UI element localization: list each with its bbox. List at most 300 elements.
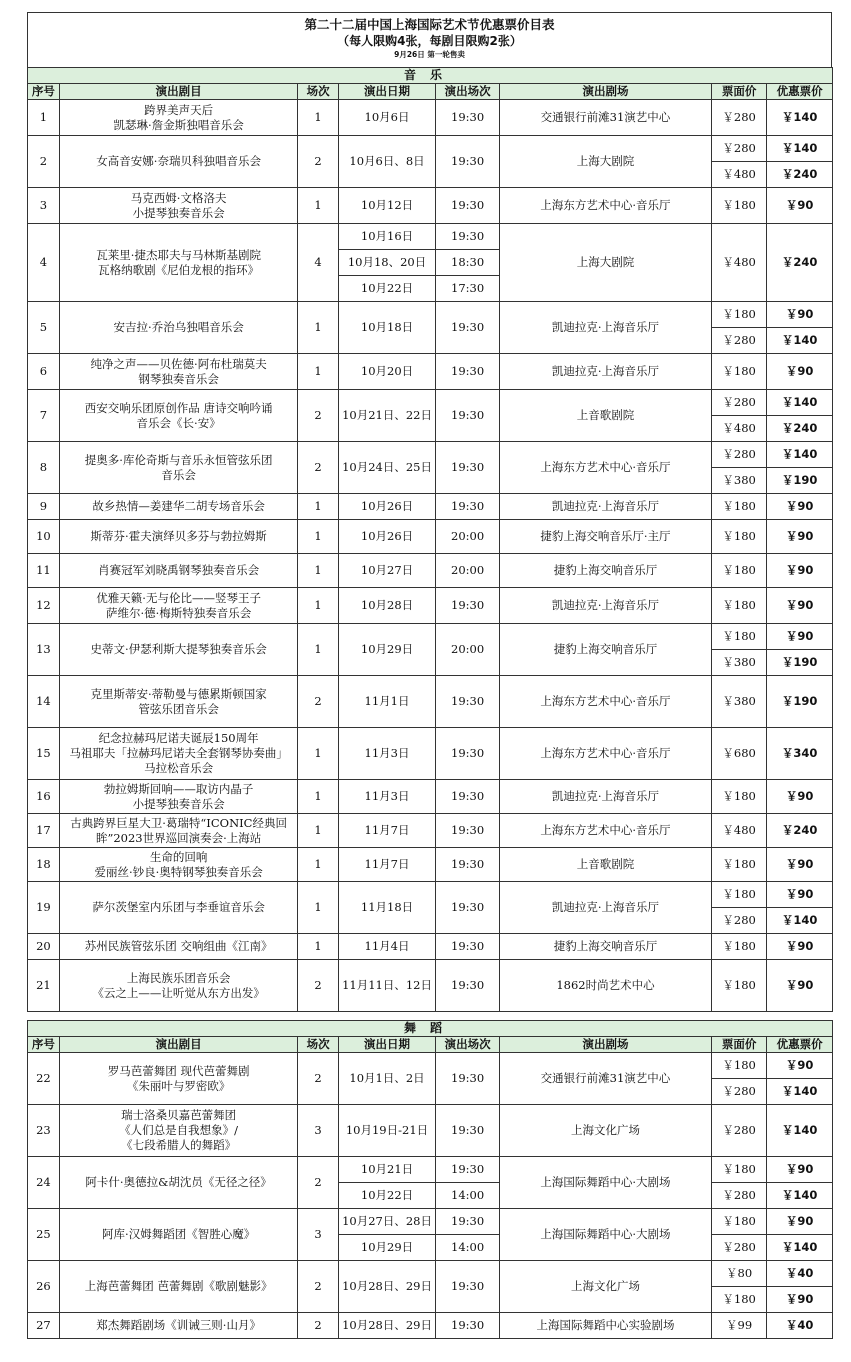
show-title-line: 瓦莱里·捷杰耶夫与马林斯基剧院 (96, 247, 261, 262)
venue: 凯迪拉克·上海音乐厅 (499, 494, 711, 520)
venue: 捷豹上海交响音乐厅 (499, 934, 711, 960)
performance-count: 1 (298, 588, 338, 624)
table-row (28, 1209, 833, 1235)
row-number: 6 (28, 354, 60, 390)
row-number: 7 (28, 390, 60, 442)
show-time: 19:30 (436, 934, 500, 960)
row-number: 22 (28, 1053, 60, 1105)
venue: 上海文化广场 (499, 1105, 711, 1157)
show-time: 19:30 (436, 136, 500, 188)
venue: 上海东方艺术中心·音乐厅 (499, 442, 711, 494)
discount-price: ￥140 (767, 1105, 833, 1157)
show-title-line: 阿卡什·奥德拉&胡沈员《无径之径》 (85, 1175, 272, 1189)
show-title (59, 494, 298, 520)
venue: 上音歌剧院 (499, 390, 711, 442)
row-number: 19 (28, 882, 60, 934)
performance-count: 2 (298, 1157, 338, 1209)
discount-price: ￥90 (767, 624, 833, 650)
table-row (28, 136, 833, 162)
show-title (59, 1261, 298, 1313)
show-date: 11月18日 (338, 882, 436, 934)
table-row (28, 960, 833, 1012)
row-number: 18 (28, 848, 60, 882)
section-header (28, 68, 833, 84)
show-date: 10月21日、22日 (338, 390, 436, 442)
show-title (59, 1209, 298, 1261)
face-price: ￥280 (712, 100, 767, 136)
show-time: 14:00 (436, 1183, 500, 1209)
performance-count: 2 (298, 390, 338, 442)
face-price: ￥280 (712, 1235, 767, 1261)
row-number: 13 (28, 624, 60, 676)
table-row (28, 676, 833, 728)
show-title-line: 音乐会 (161, 467, 196, 482)
show-time: 19:30 (436, 814, 500, 848)
performance-count: 1 (298, 848, 338, 882)
row-number: 8 (28, 442, 60, 494)
table-row (28, 554, 833, 588)
show-title-line: 爱丽丝·钞良·奥特钢琴独奏音乐会 (94, 864, 263, 879)
table-row (28, 624, 833, 650)
face-price: ￥180 (712, 882, 767, 908)
section-title: 音乐 (28, 68, 833, 84)
performance-count: 1 (298, 780, 338, 814)
show-title-line: 苏州民族管弦乐团 交响组曲《江南》 (84, 939, 273, 953)
face-price: ￥280 (712, 390, 767, 416)
table-row (28, 442, 833, 468)
face-price: ￥180 (712, 624, 767, 650)
show-time: 19:30 (436, 354, 500, 390)
show-time: 19:30 (436, 728, 500, 780)
table-row (28, 780, 833, 814)
show-time: 19:30 (436, 1157, 500, 1183)
show-title (59, 780, 298, 814)
performance-count: 2 (298, 1053, 338, 1105)
table-row (28, 728, 833, 780)
section-title: 舞蹈 (28, 1021, 833, 1037)
show-title-line: 阿库·汉姆舞蹈团《智胜心魔》 (102, 1227, 256, 1241)
discount-price: ￥90 (767, 188, 833, 224)
performance-count: 1 (298, 934, 338, 960)
performance-count: 1 (298, 882, 338, 934)
show-title-line: 小提琴独奏音乐会 (132, 205, 225, 220)
show-title-line: 小提琴独奏音乐会 (132, 796, 225, 811)
row-number: 5 (28, 302, 60, 354)
show-date: 11月3日 (338, 780, 436, 814)
show-title-line: 眸”2023世界巡回演奏会·上海站 (95, 830, 262, 845)
show-title-line: 提奥多·库伦奇斯与音乐永恒管弦乐团 (84, 452, 273, 467)
row-number: 4 (28, 224, 60, 302)
performance-count: 3 (298, 1105, 338, 1157)
show-title-line: 《人们总是自我想象》/ (119, 1123, 239, 1137)
show-time: 20:00 (436, 554, 500, 588)
discount-price: ￥240 (767, 162, 833, 188)
face-price: ￥180 (712, 588, 767, 624)
show-title-line: 上海芭蕾舞团 芭蕾舞剧《歌剧魅影》 (84, 1279, 273, 1293)
show-title-line: 萨尔茨堡室内乐团与李垂谊音乐会 (92, 900, 265, 914)
face-price: ￥180 (712, 960, 767, 1012)
discount-price: ￥140 (767, 1183, 833, 1209)
show-date: 10月1日、2日 (338, 1053, 436, 1105)
discount-price: ￥90 (767, 848, 833, 882)
discount-price: ￥90 (767, 520, 833, 554)
venue: 凯迪拉克·上海音乐厅 (499, 780, 711, 814)
show-title-line: 生命的回响 (149, 849, 208, 864)
row-number: 16 (28, 780, 60, 814)
show-time: 19:30 (436, 1053, 500, 1105)
discount-price: ￥90 (767, 302, 833, 328)
discount-price: ￥140 (767, 908, 833, 934)
venue: 捷豹上海交响音乐厅·主厅 (499, 520, 711, 554)
show-time: 19:30 (436, 676, 500, 728)
face-price: ￥180 (712, 1287, 767, 1313)
show-title (59, 882, 298, 934)
face-price: ￥280 (712, 908, 767, 934)
venue: 上海文化广场 (499, 1261, 711, 1313)
show-title-line: 《云之上——让听觉从东方出发》 (92, 985, 265, 1000)
show-title-line: 勃拉姆斯回响——取访内晶子 (103, 781, 254, 796)
show-title (59, 520, 298, 554)
show-title (59, 676, 298, 728)
table-row (28, 100, 833, 136)
column-header: 演出剧场 (499, 84, 711, 100)
discount-price: ￥90 (767, 960, 833, 1012)
page-title: 第二十二届中国上海国际艺术节优惠票价目表 (304, 17, 555, 32)
show-title (59, 960, 298, 1012)
column-header: 优惠票价 (767, 1037, 833, 1053)
show-date: 10月28日 (338, 588, 436, 624)
show-title (59, 1105, 298, 1157)
discount-price: ￥190 (767, 468, 833, 494)
show-time: 19:30 (436, 1209, 500, 1235)
show-time: 19:30 (436, 588, 500, 624)
show-title (59, 1313, 298, 1339)
face-price: ￥180 (712, 1209, 767, 1235)
face-price: ￥180 (712, 520, 767, 554)
performance-count: 2 (298, 1261, 338, 1313)
discount-price: ￥90 (767, 554, 833, 588)
show-time: 19:30 (436, 100, 500, 136)
show-time: 19:30 (436, 188, 500, 224)
show-title (59, 442, 298, 494)
face-price: ￥680 (712, 728, 767, 780)
row-number: 12 (28, 588, 60, 624)
show-title-line: 管弦乐团音乐会 (138, 701, 219, 716)
table-row (28, 848, 833, 882)
venue: 上海东方艺术中心·音乐厅 (499, 676, 711, 728)
column-header: 演出场次 (436, 84, 500, 100)
face-price: ￥180 (712, 1053, 767, 1079)
performance-count: 1 (298, 728, 338, 780)
show-title-line: 史蒂文·伊瑟利斯大提琴独奏音乐会 (90, 642, 267, 656)
show-title-line: 郑杰舞蹈剧场《训诫三则·山月》 (96, 1318, 261, 1332)
performance-count: 4 (298, 224, 338, 302)
show-title-line: 凯瑟琳·詹金斯独唱音乐会 (113, 117, 244, 132)
discount-price: ￥240 (767, 814, 833, 848)
show-date: 10月6日 (338, 100, 436, 136)
show-title-line: 斯蒂芬·霍夫演绎贝多芬与勃拉姆斯 (90, 529, 267, 543)
face-price: ￥180 (712, 554, 767, 588)
discount-price: ￥40 (767, 1261, 833, 1287)
discount-price: ￥90 (767, 1157, 833, 1183)
venue: 上音歌剧院 (499, 848, 711, 882)
show-date: 10月22日 (338, 276, 436, 302)
column-header: 序号 (28, 84, 60, 100)
face-price: ￥280 (712, 328, 767, 354)
show-title-line: 音乐会《长·安》 (136, 415, 221, 430)
show-title (59, 728, 298, 780)
music-table (27, 67, 833, 1012)
performance-count: 1 (298, 302, 338, 354)
show-title (59, 934, 298, 960)
face-price: ￥480 (712, 416, 767, 442)
performance-count: 2 (298, 1313, 338, 1339)
discount-price: ￥90 (767, 934, 833, 960)
row-number: 1 (28, 100, 60, 136)
face-price: ￥180 (712, 354, 767, 390)
show-date: 10月26日 (338, 494, 436, 520)
show-title-line: 马祖耶夫「拉赫玛尼诺夫全套钢琴协奏曲」 (69, 746, 288, 760)
face-price: ￥280 (712, 1183, 767, 1209)
show-title (59, 1157, 298, 1209)
venue: 上海东方艺术中心·音乐厅 (499, 188, 711, 224)
table-row (28, 390, 833, 416)
row-number: 26 (28, 1261, 60, 1313)
face-price: ￥280 (712, 136, 767, 162)
column-header: 优惠票价 (767, 84, 833, 100)
sale-date-note: 9月26日 第一轮售卖 (394, 50, 465, 59)
show-date: 11月1日 (338, 676, 436, 728)
show-title (59, 188, 298, 224)
discount-price: ￥190 (767, 650, 833, 676)
show-time: 19:30 (436, 224, 500, 250)
row-number: 17 (28, 814, 60, 848)
show-date: 10月18日 (338, 302, 436, 354)
show-title (59, 848, 298, 882)
column-header: 演出剧目 (59, 1037, 298, 1053)
show-time: 19:30 (436, 780, 500, 814)
table-row (28, 354, 833, 390)
show-date: 10月20日 (338, 354, 436, 390)
discount-price: ￥90 (767, 1209, 833, 1235)
show-date: 11月11日、12日 (338, 960, 436, 1012)
performance-count: 1 (298, 354, 338, 390)
discount-price: ￥140 (767, 442, 833, 468)
table-row (28, 934, 833, 960)
discount-price: ￥240 (767, 224, 833, 302)
show-title-line: 肖赛冠军刘晓禹钢琴独奏音乐会 (98, 563, 260, 577)
show-title-line: 纯净之声——贝佐德·阿布杜瑞莫夫 (90, 356, 267, 371)
show-title-line: 西安交响乐团原创作品 唐诗交响吟诵 (84, 400, 273, 415)
discount-price: ￥40 (767, 1313, 833, 1339)
show-time: 19:30 (436, 1261, 500, 1313)
show-title (59, 624, 298, 676)
discount-price: ￥240 (767, 416, 833, 442)
performance-count: 1 (298, 814, 338, 848)
show-title (59, 814, 298, 848)
show-time: 19:30 (436, 390, 500, 442)
performance-count: 2 (298, 136, 338, 188)
column-header: 场次 (298, 1037, 338, 1053)
discount-price: ￥190 (767, 676, 833, 728)
show-title (59, 224, 298, 302)
venue: 1862时尚艺术中心 (499, 960, 711, 1012)
face-price: ￥180 (712, 780, 767, 814)
show-title-line: 钢琴独奏音乐会 (138, 371, 219, 386)
face-price: ￥180 (712, 848, 767, 882)
venue: 上海东方艺术中心·音乐厅 (499, 728, 711, 780)
show-title-line: 马克西姆·文格洛夫 (130, 190, 227, 205)
discount-price: ￥140 (767, 100, 833, 136)
face-price: ￥180 (712, 188, 767, 224)
show-title-line: 瑞士洛桑贝嘉芭蕾舞团 (121, 1108, 237, 1122)
row-number: 20 (28, 934, 60, 960)
performance-count: 1 (298, 554, 338, 588)
discount-price: ￥140 (767, 136, 833, 162)
table-row (28, 1105, 833, 1157)
show-title (59, 100, 298, 136)
face-price: ￥480 (712, 224, 767, 302)
show-title-line: 纪念拉赫玛尼诺夫诞辰150周年 (98, 731, 259, 745)
discount-price: ￥90 (767, 882, 833, 908)
show-title (59, 1053, 298, 1105)
performance-count: 3 (298, 1209, 338, 1261)
venue: 上海大剧院 (499, 136, 711, 188)
venue: 凯迪拉克·上海音乐厅 (499, 588, 711, 624)
column-header-row (28, 84, 833, 100)
face-price: ￥180 (712, 494, 767, 520)
show-time: 19:30 (436, 848, 500, 882)
face-price: ￥280 (712, 1079, 767, 1105)
row-number: 25 (28, 1209, 60, 1261)
show-title-line: 《朱丽叶与罗密欧》 (126, 1078, 231, 1093)
show-date: 10月27日、28日 (338, 1209, 436, 1235)
show-date: 10月29日 (338, 1235, 436, 1261)
face-price: ￥280 (712, 1105, 767, 1157)
show-date: 10月18、20日 (338, 250, 436, 276)
table-row (28, 882, 833, 908)
discount-price: ￥90 (767, 1053, 833, 1079)
row-number: 3 (28, 188, 60, 224)
show-title (59, 554, 298, 588)
show-date: 10月28日、29日 (338, 1261, 436, 1313)
row-number: 10 (28, 520, 60, 554)
column-header: 演出日期 (338, 1037, 436, 1053)
purchase-limit-note: （每人限购4张，每剧目限购2张） (337, 34, 522, 48)
face-price: ￥180 (712, 934, 767, 960)
discount-price: ￥140 (767, 1235, 833, 1261)
table-row (28, 588, 833, 624)
row-number: 15 (28, 728, 60, 780)
show-date: 11月7日 (338, 814, 436, 848)
table-row (28, 188, 833, 224)
table-row (28, 520, 833, 554)
table-row (28, 814, 833, 848)
discount-price: ￥140 (767, 1079, 833, 1105)
discount-price: ￥90 (767, 588, 833, 624)
show-date: 10月22日 (338, 1183, 436, 1209)
show-date: 11月3日 (338, 728, 436, 780)
venue: 交通银行前滩31演艺中心 (499, 1053, 711, 1105)
show-title-line: 古典跨界巨星大卫·葛瑞特“ICONIC经典回 (70, 815, 287, 830)
show-date: 11月4日 (338, 934, 436, 960)
show-title-line: 瓦格纳歌剧《尼伯龙根的指环》 (98, 262, 260, 277)
table-row (28, 1261, 833, 1287)
show-title (59, 588, 298, 624)
venue: 捷豹上海交响音乐厅 (499, 624, 711, 676)
section-header (28, 1021, 833, 1037)
show-date: 11月7日 (338, 848, 436, 882)
performance-count: 1 (298, 520, 338, 554)
face-price: ￥480 (712, 162, 767, 188)
face-price: ￥280 (712, 442, 767, 468)
show-time: 20:00 (436, 520, 500, 554)
performance-count: 2 (298, 960, 338, 1012)
show-title (59, 302, 298, 354)
row-number: 27 (28, 1313, 60, 1339)
discount-price: ￥90 (767, 354, 833, 390)
show-title-line: 故乡热情—姜建华二胡专场音乐会 (92, 499, 265, 513)
show-date: 10月24日、25日 (338, 442, 436, 494)
face-price: ￥380 (712, 468, 767, 494)
face-price: ￥180 (712, 302, 767, 328)
column-header: 演出剧场 (499, 1037, 711, 1053)
row-number: 23 (28, 1105, 60, 1157)
show-time: 19:30 (436, 302, 500, 354)
show-title-line: 克里斯蒂安·蒂勒曼与德累斯顿国家 (90, 686, 267, 701)
show-time: 14:00 (436, 1235, 500, 1261)
performance-count: 2 (298, 442, 338, 494)
performance-count: 1 (298, 624, 338, 676)
table-row (28, 1313, 833, 1339)
column-header: 序号 (28, 1037, 60, 1053)
discount-price: ￥140 (767, 390, 833, 416)
venue: 上海国际舞蹈中心·大剧场 (499, 1209, 711, 1261)
show-title-line: 跨界美声天后 (144, 102, 214, 117)
row-number: 21 (28, 960, 60, 1012)
show-title-line: 萨维尔·德·梅斯特独奏音乐会 (105, 605, 252, 620)
show-title-line: 优雅天籁·无与伦比——竖琴王子 (96, 590, 261, 605)
row-number: 2 (28, 136, 60, 188)
show-time: 19:30 (436, 882, 500, 934)
show-time: 17:30 (436, 276, 500, 302)
show-title-line: 女高音安娜·奈瑞贝科独唱音乐会 (96, 154, 261, 168)
show-date: 10月27日 (338, 554, 436, 588)
performance-count: 1 (298, 494, 338, 520)
performance-count: 1 (298, 100, 338, 136)
show-time: 19:30 (436, 1313, 500, 1339)
column-header: 票面价 (712, 1037, 767, 1053)
venue: 上海国际舞蹈中心实验剧场 (499, 1313, 711, 1339)
show-time: 19:30 (436, 442, 500, 494)
table-row (28, 1157, 833, 1183)
face-price: ￥380 (712, 676, 767, 728)
show-date: 10月19日-21日 (338, 1105, 436, 1157)
discount-price: ￥340 (767, 728, 833, 780)
venue: 交通银行前滩31演艺中心 (499, 100, 711, 136)
row-number: 14 (28, 676, 60, 728)
face-price: ￥380 (712, 650, 767, 676)
row-number: 24 (28, 1157, 60, 1209)
venue: 捷豹上海交响音乐厅 (499, 554, 711, 588)
venue: 上海大剧院 (499, 224, 711, 302)
show-time: 19:30 (436, 960, 500, 1012)
show-title (59, 354, 298, 390)
show-date: 10月28日、29日 (338, 1313, 436, 1339)
table-row (28, 1053, 833, 1079)
show-date: 10月6日、8日 (338, 136, 436, 188)
discount-price: ￥90 (767, 780, 833, 814)
